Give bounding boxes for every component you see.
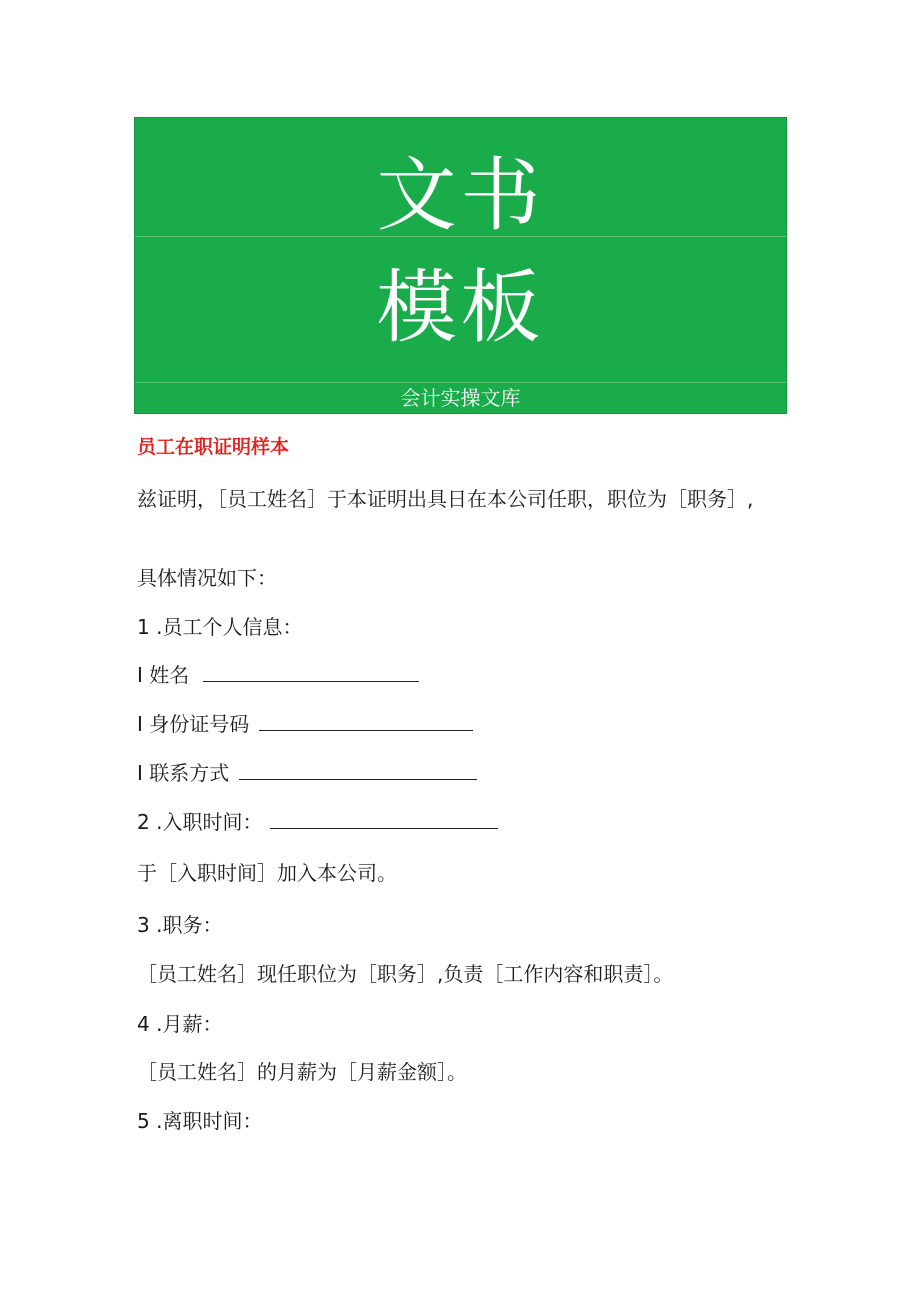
cover-banner — [134, 117, 787, 414]
name-field-row — [137, 661, 419, 689]
contact-field-row — [137, 759, 477, 787]
section1-title: 1 .员工个人信息： — [137, 615, 303, 639]
section4-body: ［员工姓名］的月薪为［月薪金额］。 — [137, 1060, 467, 1084]
name-field-label: I 姓名 — [137, 663, 190, 687]
id-field-row — [137, 710, 473, 738]
contact-field-label: I 联系方式 — [137, 761, 230, 785]
id-field-label: I 身份证号码 — [137, 712, 250, 736]
cover-subtitle: 会计实操文库 — [400, 386, 521, 410]
join-date-blank[interactable] — [270, 808, 498, 829]
name-field-blank[interactable] — [203, 661, 419, 682]
cover-title-line2: 模板 — [376, 261, 545, 354]
contact-field-blank[interactable] — [239, 759, 477, 780]
section2-row — [137, 808, 498, 836]
section5-title: 5 .离职时间： — [137, 1109, 263, 1133]
cover-divider — [135, 382, 786, 383]
section3-body: ［员工姓名］现任职位为［职务］,负责［工作内容和职责］。 — [137, 962, 674, 986]
details-lead: 具体情况如下： — [137, 566, 277, 590]
section2-title: 2 .入职时间： — [137, 810, 263, 834]
intro-paragraph: 兹证明，［员工姓名］于本证明出具日在本公司任职，职位为［职务］, — [137, 487, 754, 511]
section3-title: 3 .职务： — [137, 913, 223, 937]
cover-title-line1: 文书 — [376, 149, 545, 242]
section4-title: 4 .月薪： — [137, 1012, 223, 1036]
section2-body: 于［入职时间］加入本公司。 — [137, 861, 397, 885]
document-heading: 员工在职证明样本 — [137, 436, 290, 458]
id-field-blank[interactable] — [259, 710, 473, 731]
